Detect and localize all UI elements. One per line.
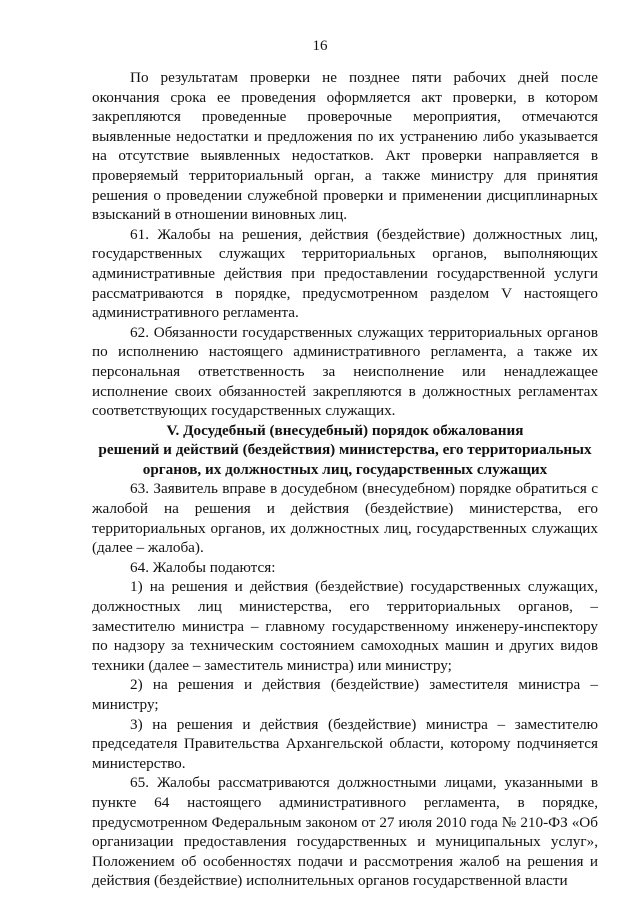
list-item-64-1: 1) на решения и действия (бездействие) государственных служащих, должностных лиц министерства, его территориальных органов, – заместителю министра – главному государственному инженеру-инспектору по надзору за техническим состоянием самоходных машин и других видов техники (далее – заместитель министра) или министру; xyxy=(92,578,598,674)
paragraph-62: 62. Обязанности государственных служащих территориальных органов по исполнению настоящего административного регламента, а также их персональная ответственность за неисполнение или ненадлежащее исполнение своих обязанностей закрепляются в должностных регламентах соответствующих государственных служащих. xyxy=(92,323,598,420)
page-number: 16 xyxy=(312,38,328,54)
paragraph-65: 65. Жалобы рассматриваются должностными лицами, указанными в пункте 64 настоящего административного регламента, в порядке, предусмотренном Федеральным законом от 27 июля 2010 года № 210-ФЗ «Об организации предоставления государственных и муниципальных услуг», Положением об особенностях подачи и рассмотрения жалоб на решения и действия (бездействие) исполнительных органов государственной власти xyxy=(92,774,598,890)
list-item-64-3: 3) на решения и действия (бездействие) министра – заместителю председателя Правительства Архангельской области, которому подчиняется министерство. xyxy=(92,715,598,772)
list-item-64-2: 2) на решения и действия (бездействие) заместителя министра – министру; xyxy=(92,676,598,713)
paragraph-64: 64. Жалобы подаются: xyxy=(130,558,276,576)
paragraph-inspection-act: По результатам проверки не позднее пяти рабочих дней после окончания срока ее проведения оформляется акт проверки, в котором закрепляются проведенные проверочные мероприятия, отмечаются выявленные недостатки и предложения по их устранению либо указывается на отсутствие выявленных недостатков. Акт проверки направляется в проверяемый территориальный орган, а также министру для принятия решения о проведении служебной проверки и применении дисциплинарных взысканий в отношении виновных лиц. xyxy=(92,69,598,224)
section-heading-line-1: V. Досудебный (внесудебный) порядок обжалования xyxy=(166,421,524,439)
page-body xyxy=(92,68,598,891)
paragraph-63: 63. Заявитель вправе в досудебном (внесудебном) порядке обратиться с жалобой на решения и действия (бездействие) министерства, его территориальных органов, их должностных лиц, государственных служащих (далее – жалоба). xyxy=(92,480,598,557)
section-heading-line-3: органов, их должностных лиц, государственных служащих xyxy=(142,460,548,478)
paragraph-61: 61. Жалобы на решения, действия (бездействие) должностных лиц, государственных служащих территориальных органов, выполняющих административные действия при предоставлении государственной услуги рассматриваются в порядке, предусмотренном разделом V настоящего административного регламента. xyxy=(92,225,598,322)
section-heading-line-2: решений и действий (бездействия) министерства, его территориальных xyxy=(98,441,592,459)
section-heading xyxy=(92,421,598,480)
